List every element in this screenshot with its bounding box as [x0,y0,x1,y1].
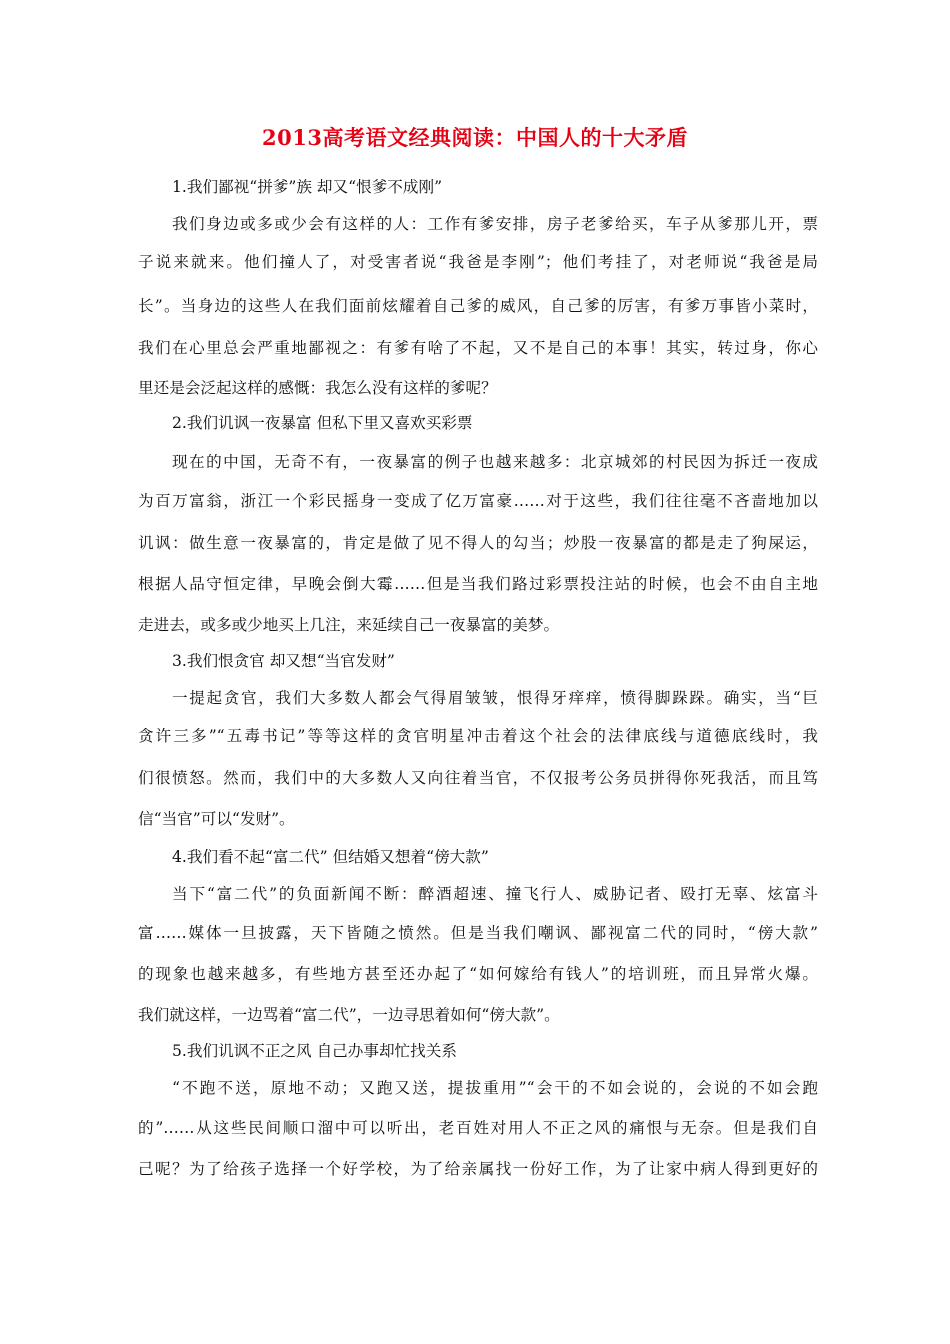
paragraph-line: 当下“富二代”的负面新闻不断：醉酒超速、撞飞行人、威胁记者、殴打无辜、炫富斗 [172,885,818,903]
section-heading-4: 4.我们看不起“富二代” 但结婚又想着“傍大款” [172,848,489,866]
paragraph-line: 的”……从这些民间顺口溜中可以听出，老百姓对用人不正之风的痛恨与无奈。但是我们自 [138,1119,818,1137]
paragraph-line: 富……媒体一旦披露，天下皆随之愤然。但是当我们嘲讽、鄙视富二代的同时，“傍大款” [138,924,818,942]
paragraph-line: 的现象也越来越多，有些地方甚至还办起了“如何嫁给有钱人”的培训班，而且异常火爆。 [138,965,818,983]
paragraph-line: 我们身边或多或少会有这样的人：工作有爹安排，房子老爹给买，车子从爹那儿开，票 [172,215,818,233]
paragraph-line: 一提起贪官，我们大多数人都会气得眉皱皱，恨得牙痒痒，愤得脚跺跺。确实，当“巨 [172,689,818,707]
paragraph-line: 信“当官”可以“发财”。 [138,810,295,828]
paragraph-line: 走进去，或多或少地买上几注，来延续自己一夜暴富的美梦。 [138,616,560,634]
paragraph-line: 贪许三多”“五毒书记”等等这样的贪官明星冲击着这个社会的法律底线与道德底线时，我 [138,727,818,745]
paragraph-line: 子说来就来。他们撞人了，对受害者说“我爸是李刚”；他们考挂了，对老师说“我爸是局 [138,253,818,271]
paragraph-line: 现在的中国，无奇不有，一夜暴富的例子也越来越多：北京城郊的村民因为拆迁一夜成 [172,453,818,471]
paragraph-line: 长”。当身边的这些人在我们面前炫耀着自己爹的威风，自己爹的厉害，有爹万事皆小菜时， [138,297,818,315]
section-heading-1: 1.我们鄙视“拼爹”族 却又“恨爹不成刚” [172,178,443,196]
section-heading-2: 2.我们讥讽一夜暴富 但私下里又喜欢买彩票 [172,414,473,432]
document-title: 2013高考语文经典阅读：中国人的十大矛盾 [262,125,688,150]
paragraph-line: 己呢？为了给孩子选择一个好学校，为了给亲属找一份好工作，为了让家中病人得到更好的 [138,1160,818,1178]
paragraph-line: 为百万富翁，浙江一个彩民摇身一变成了亿万富豪……对于这些，我们往往毫不吝啬地加以 [138,492,818,510]
section-heading-3: 3.我们恨贪官 却又想“当官发财” [172,652,395,670]
paragraph-line: 们很愤怒。然而，我们中的大多数人又向往着当官，不仅报考公务员拼得你死我活，而且笃 [138,769,818,787]
section-heading-5: 5.我们讥讽不正之风 自己办事却忙找关系 [172,1042,457,1060]
paragraph-line: “不跑不送，原地不动；又跑又送，提拔重用”“会干的不如会说的，会说的不如会跑 [172,1079,818,1097]
paragraph-line: 我们就这样，一边骂着“富二代”，一边寻思着如何“傍大款”。 [138,1006,560,1024]
paragraph-line: 讥讽：做生意一夜暴富的，肯定是做了见不得人的勾当；炒股一夜暴富的都是走了狗屎运， [138,534,818,552]
paragraph-line: 里还是会泛起这样的感慨：我怎么没有这样的爹呢？ [138,379,497,397]
paragraph-line: 根据人品守恒定律，早晚会倒大霉……但是当我们路过彩票投注站的时候，也会不由自主地 [138,575,818,593]
paragraph-line: 我们在心里总会严重地鄙视之：有爹有啥了不起，又不是自己的本事！其实，转过身，你心 [138,339,818,357]
